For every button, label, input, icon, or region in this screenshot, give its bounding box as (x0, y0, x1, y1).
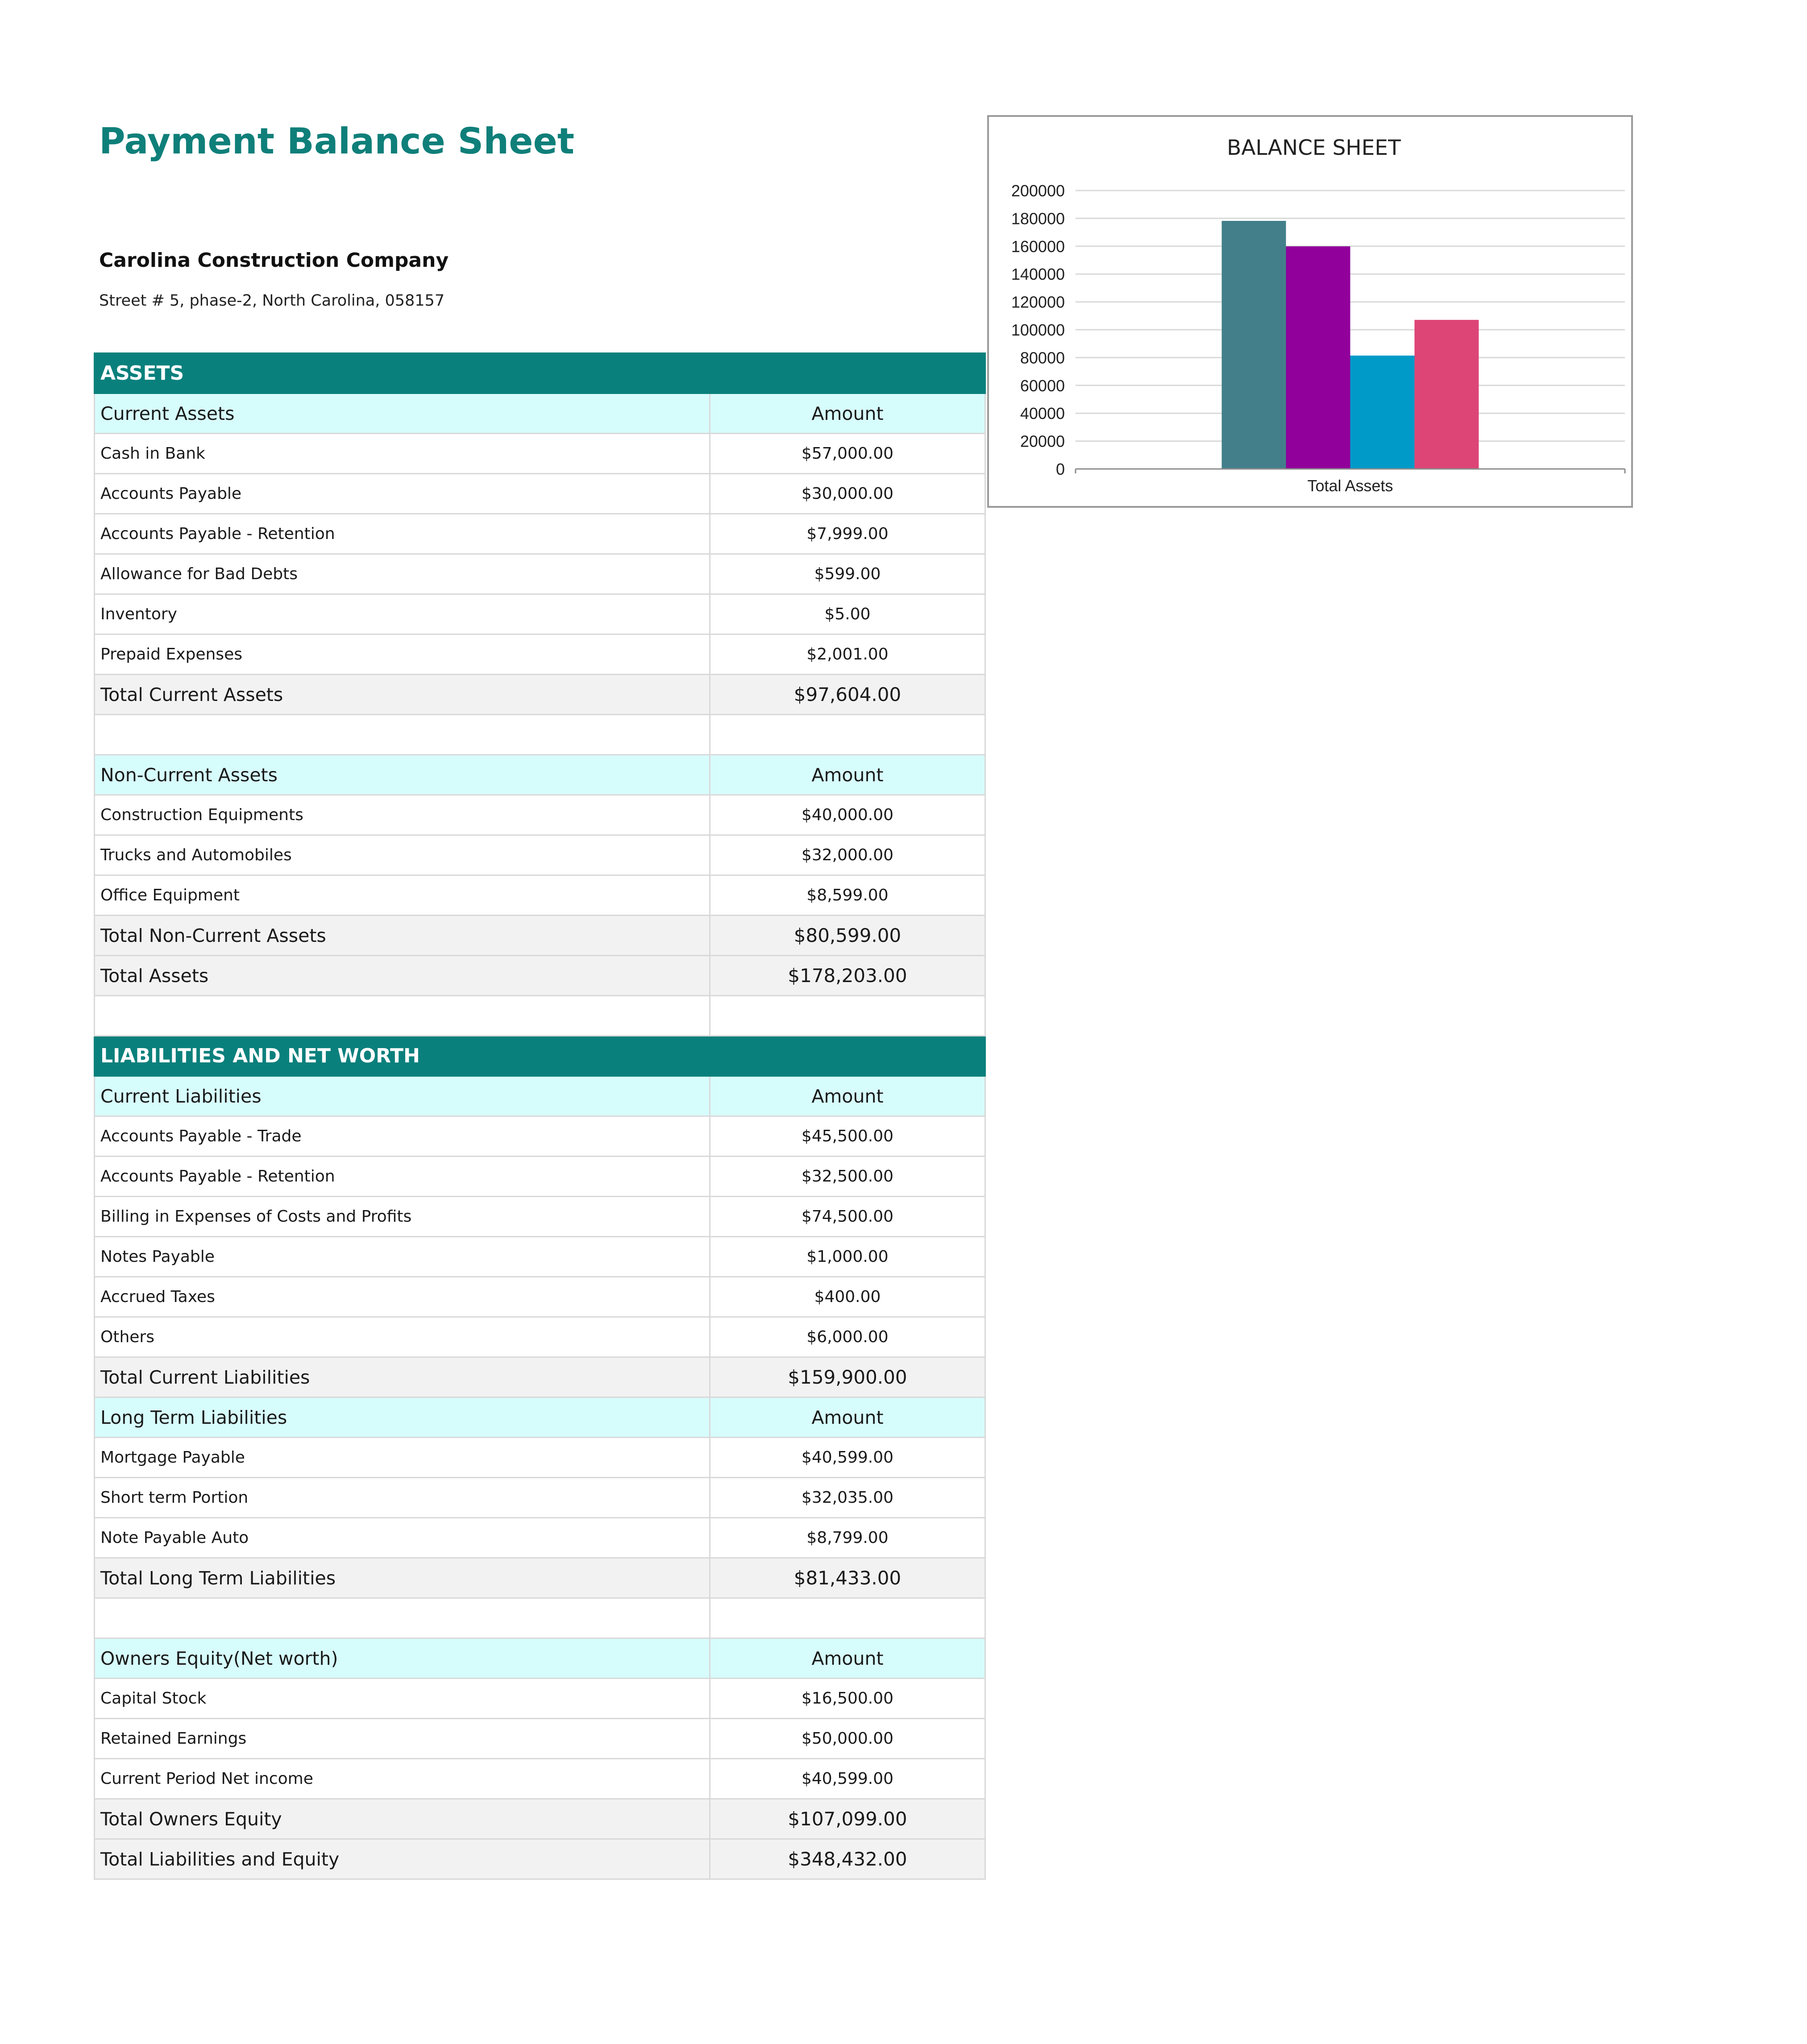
current-assets-header-amount: Amount (710, 394, 985, 434)
table-row-label: Mortgage Payable (95, 1438, 710, 1478)
table-row-amount: $32,035.00 (710, 1478, 985, 1518)
table-row (95, 875, 985, 916)
chart-y-tick-label: 140000 (1011, 265, 1065, 284)
table-row-label: Billing in Expenses of Costs and Profits (95, 1197, 710, 1237)
blank-row (95, 1598, 985, 1638)
owners-equity-header (95, 1638, 985, 1679)
table-row-amount: $599.00 (710, 554, 985, 594)
non-current-assets-header-label: Non-Current Assets (95, 755, 710, 795)
table-row-label: Notes Payable (95, 1237, 710, 1277)
table-row-amount: $2,001.00 (710, 634, 985, 675)
company-name: Carolina Construction Company (99, 249, 449, 272)
non-current-assets-header (95, 755, 985, 795)
chart-y-axis (1011, 182, 1065, 478)
chart-x-tick-label: Total Assets (1307, 477, 1393, 495)
liabilities-section-header-label: LIABILITIES AND NET WORTH (95, 1036, 985, 1076)
table-row (95, 1518, 985, 1558)
table-row-label: Allowance for Bad Debts (95, 554, 710, 594)
long-term-liabilities-header-label: Long Term Liabilities (95, 1397, 710, 1438)
chart-y-tick-label: 20000 (1020, 432, 1065, 451)
table-row-amount: $30,000.00 (710, 474, 985, 514)
chart-y-tick-label: 0 (1055, 460, 1065, 478)
chart-y-tick-label: 80000 (1020, 348, 1065, 367)
owners-equity-total (95, 1799, 985, 1839)
table-row (95, 554, 985, 594)
table-row-amount: $32,500.00 (710, 1157, 985, 1197)
long-term-liabilities-header (95, 1397, 985, 1438)
table-row-label: Accounts Payable - Retention (95, 514, 710, 554)
current-liabilities-total-amount: $159,900.00 (710, 1357, 985, 1397)
total-liabilities-equity-row-label: Total Liabilities and Equity (95, 1839, 710, 1879)
owners-equity-header-label: Owners Equity(Net worth) (95, 1638, 710, 1679)
long-term-liabilities-total (95, 1558, 985, 1598)
table-row (95, 1719, 985, 1759)
table-row-label: Note Payable Auto (95, 1518, 710, 1558)
chart-y-tick-label: 100000 (1011, 321, 1065, 339)
table-row (95, 1317, 985, 1357)
table-row (95, 434, 985, 474)
current-assets-header-label: Current Assets (95, 394, 710, 434)
table-row-amount: $7,999.00 (710, 514, 985, 554)
table-row-label: Construction Equipments (95, 795, 710, 835)
table-row-label: Accounts Payable (95, 474, 710, 514)
table-row (95, 1277, 985, 1317)
table-row-amount: $8,599.00 (710, 875, 985, 916)
chart-bar (1350, 356, 1415, 469)
non-current-assets-total-amount: $80,599.00 (710, 916, 985, 956)
table-row (95, 1237, 985, 1277)
table-row-amount: $57,000.00 (710, 434, 985, 474)
table-row-label: Capital Stock (95, 1679, 710, 1719)
table-row-label: Prepaid Expenses (95, 634, 710, 675)
total-liabilities-equity-row (95, 1839, 985, 1879)
table-row (95, 795, 985, 835)
table-row-amount: $32,000.00 (710, 835, 985, 875)
chart-bars (1222, 221, 1479, 469)
current-assets-total-amount: $97,604.00 (710, 675, 985, 715)
table-row-amount: $45,500.00 (710, 1116, 985, 1157)
long-term-liabilities-header-amount: Amount (710, 1397, 985, 1438)
table-row (95, 1116, 985, 1157)
total-liabilities-equity-row-amount: $348,432.00 (710, 1839, 985, 1879)
total-assets-row-amount: $178,203.00 (710, 956, 985, 996)
table-row-amount: $40,599.00 (710, 1759, 985, 1799)
current-liabilities-header (95, 1076, 985, 1116)
blank-row-label (95, 1598, 710, 1638)
table-row-amount: $40,599.00 (710, 1438, 985, 1478)
assets-section-header-label: ASSETS (95, 353, 985, 394)
non-current-assets-total-label: Total Non-Current Assets (95, 916, 710, 956)
total-assets-row (95, 956, 985, 996)
chart-title: BALANCE SHEET (1227, 136, 1401, 160)
balance-sheet-chart (987, 115, 1633, 508)
non-current-assets-header-amount: Amount (710, 755, 985, 795)
table-row-amount: $6,000.00 (710, 1317, 985, 1357)
table-row (95, 634, 985, 675)
chart-y-tick-label: 200000 (1011, 182, 1065, 200)
table-row-amount: $74,500.00 (710, 1197, 985, 1237)
chart-bar (1222, 221, 1286, 469)
table-row-label: Short term Portion (95, 1478, 710, 1518)
table-row-label: Current Period Net income (95, 1759, 710, 1799)
table-row-label: Office Equipment (95, 875, 710, 916)
table-row (95, 1478, 985, 1518)
table-row (95, 1438, 985, 1478)
current-liabilities-header-amount: Amount (710, 1076, 985, 1116)
table-row-label: Cash in Bank (95, 434, 710, 474)
table-row (95, 1759, 985, 1799)
chart-bar (1415, 320, 1479, 469)
liabilities-section-header (95, 1036, 985, 1076)
table-row (95, 514, 985, 554)
owners-equity-total-amount: $107,099.00 (710, 1799, 985, 1839)
blank-row-amount (710, 1598, 985, 1638)
table-row (95, 1157, 985, 1197)
blank-row (95, 715, 985, 755)
table-row-label: Retained Earnings (95, 1719, 710, 1759)
chart-y-tick-label: 160000 (1011, 237, 1065, 256)
company-address: Street # 5, phase-2, North Carolina, 058157 (99, 292, 445, 310)
table-row-amount: $40,000.00 (710, 795, 985, 835)
table-row-amount: $400.00 (710, 1277, 985, 1317)
current-assets-total-label: Total Current Assets (95, 675, 710, 715)
table-row (95, 594, 985, 634)
blank-row-amount (710, 996, 985, 1036)
non-current-assets-total (95, 916, 985, 956)
owners-equity-total-label: Total Owners Equity (95, 1799, 710, 1839)
chart-bar (1286, 246, 1350, 469)
table-row (95, 1197, 985, 1237)
long-term-liabilities-total-amount: $81,433.00 (710, 1558, 985, 1598)
blank-row (95, 996, 985, 1036)
table-row-label: Inventory (95, 594, 710, 634)
table-row-label: Accounts Payable - Retention (95, 1157, 710, 1197)
table-row-label: Others (95, 1317, 710, 1357)
assets-section-header (95, 353, 985, 394)
blank-row-label (95, 996, 710, 1036)
current-assets-header (95, 394, 985, 434)
table-row-amount: $1,000.00 (710, 1237, 985, 1277)
table-row-amount: $50,000.00 (710, 1719, 985, 1759)
page-title: Payment Balance Sheet (99, 120, 574, 162)
table-row (95, 835, 985, 875)
table-row-label: Accrued Taxes (95, 1277, 710, 1317)
table-row (95, 474, 985, 514)
table-row-amount: $16,500.00 (710, 1679, 985, 1719)
current-liabilities-total (95, 1357, 985, 1397)
chart-canvas (989, 117, 1631, 506)
table-row-amount: $5.00 (710, 594, 985, 634)
chart-y-tick-label: 40000 (1020, 404, 1065, 423)
current-liabilities-total-label: Total Current Liabilities (95, 1357, 710, 1397)
blank-row-amount (710, 715, 985, 755)
table-row-label: Accounts Payable - Trade (95, 1116, 710, 1157)
blank-row-label (95, 715, 710, 755)
chart-y-tick-label: 120000 (1011, 293, 1065, 311)
current-liabilities-header-label: Current Liabilities (95, 1076, 710, 1116)
current-assets-total (95, 675, 985, 715)
total-assets-row-label: Total Assets (95, 956, 710, 996)
long-term-liabilities-total-label: Total Long Term Liabilities (95, 1558, 710, 1598)
chart-y-tick-label: 60000 (1020, 376, 1065, 395)
balance-sheet-table (94, 352, 986, 1880)
table-row-label: Trucks and Automobiles (95, 835, 710, 875)
table-row-amount: $8,799.00 (710, 1518, 985, 1558)
chart-y-tick-label: 180000 (1011, 209, 1065, 228)
chart-x-axis (1076, 469, 1625, 495)
owners-equity-header-amount: Amount (710, 1638, 985, 1679)
table-row (95, 1679, 985, 1719)
